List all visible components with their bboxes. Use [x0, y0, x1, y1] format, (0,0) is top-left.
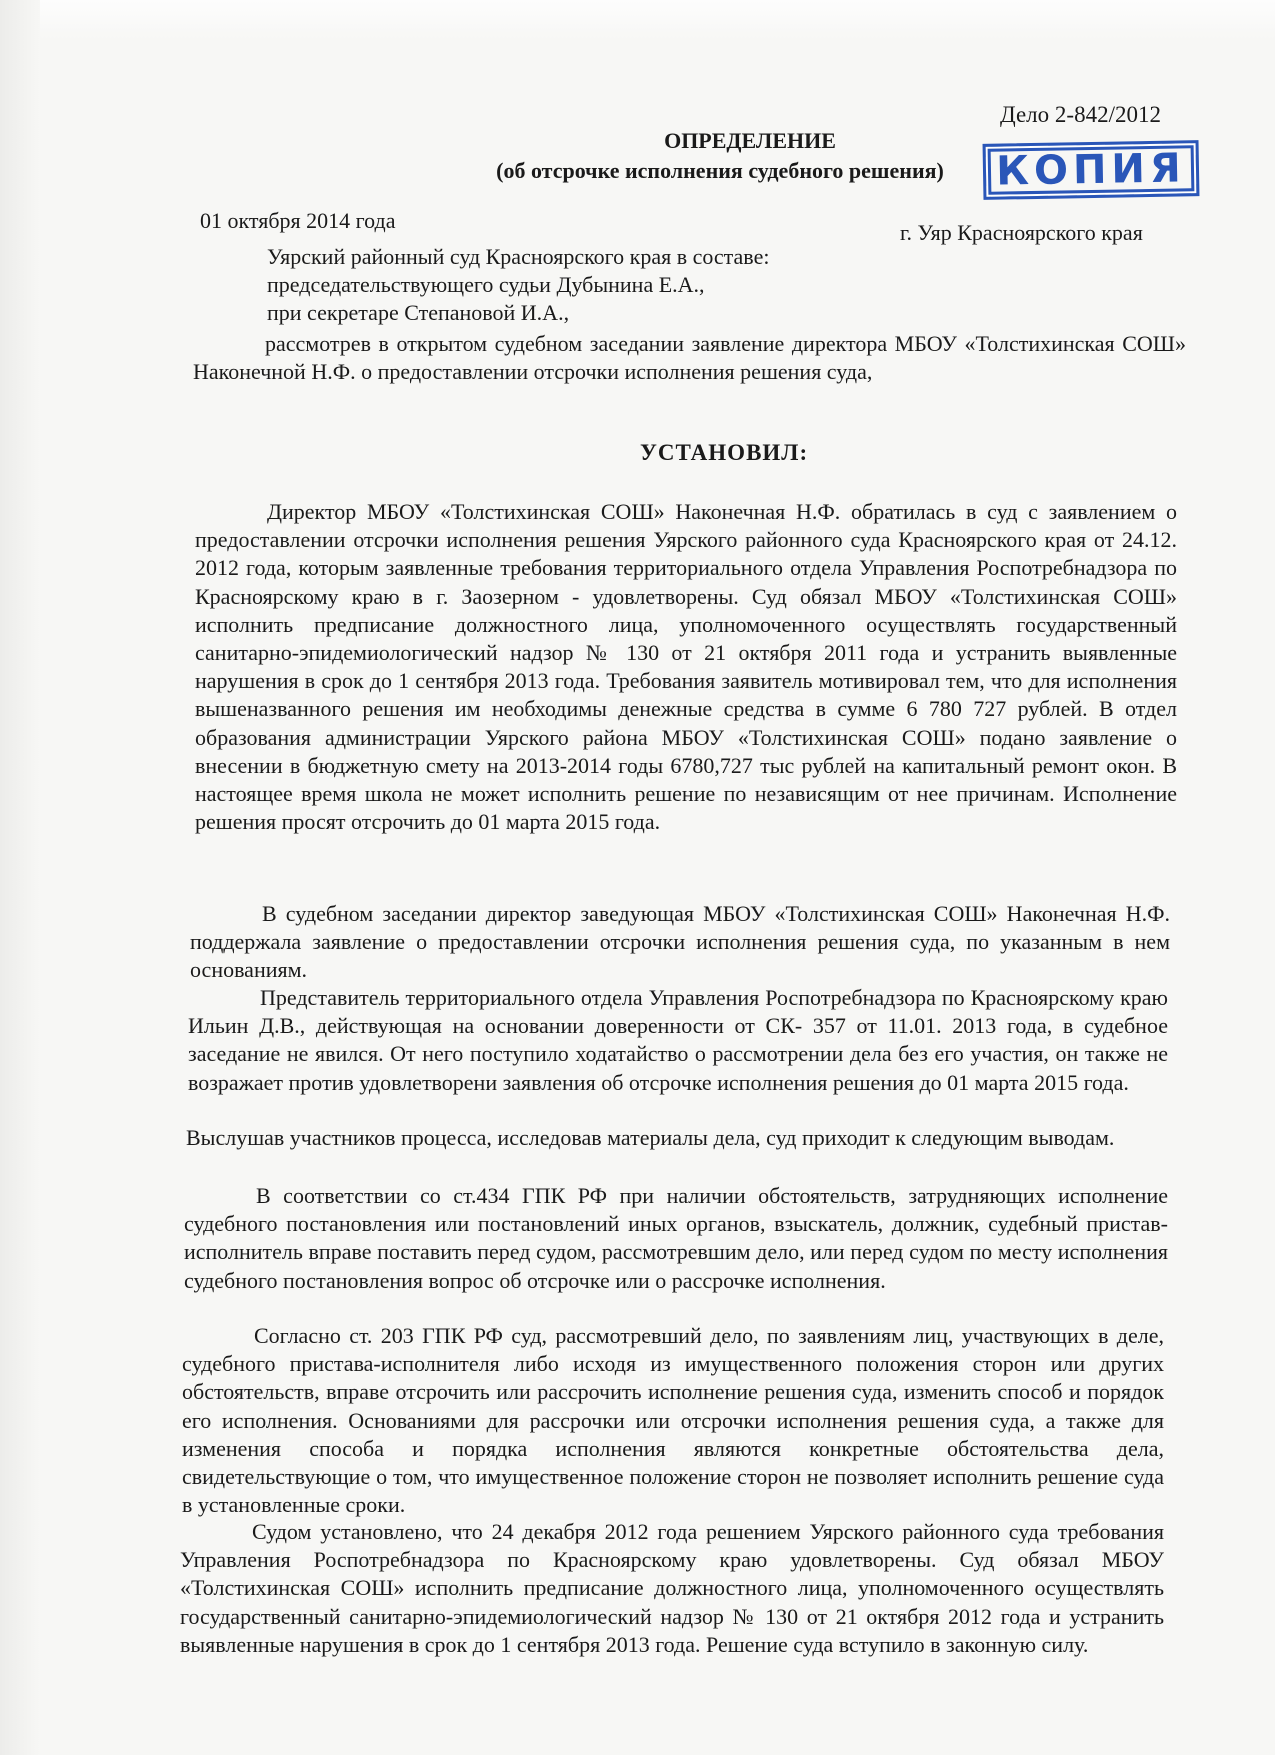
scan-edge-top	[0, 0, 1275, 40]
document-subtitle: (об отсрочке исполнения судебного решения)	[496, 158, 944, 183]
intro-secretary: при секретаре Степановой И.А.,	[267, 300, 570, 325]
paragraph-6: Согласно ст. 203 ГПК РФ суд, рассмотревший дело, по заявлениям лиц, участвующих в деле, судебного пристава-исполнителя либо исходя из имущественного положения сторон или других обстоятельств, вправе отсрочить или рассрочить исполнение решения суда, изменить способ и порядок его исполнения. Основаниями для рассрочки или отсрочки исполнения решения суда, а также для изменения способа и порядка исполнения являются конкретные обстоятельства дела, свидетельствующие о том, что имущественное положение сторон не позволяет исполнить решение суда в установленные сроки.	[182, 1323, 1164, 1518]
paragraph-3: Представитель территориального отдела Управления Роспотребнадзора по Красноярскому краю Ильин Д.В., действующая на основании доверенности от СК- 357 от 11.01. 2013 года, в судебное заседание не явился. От него поступило ходатайство о рассмотрении дела без его участия, он также не возражает против удовлетворени заявления об отсрочке исполнения решения до 01 марта 2015 года.	[188, 985, 1168, 1095]
paragraph-1: Директор МБОУ «Толстихинская СОШ» Наконечная Н.Ф. обратилась в суд с заявлением о предоставлении отсрочки исполнения решения Уярского районного суда Красноярского края от 24.12. 2012 года, которым заявленные требования территориального отдела Управления Роспотребнадзора по Красноярскому краю в г. Заозерном - удовлетворены. Суд обязал МБОУ «Толстихинская СОШ» исполнить предписание должностного лица, уполномоченного осуществлять государственный санитарно-эпидемиологический надзор № 130 от 21 октября 2011 года и устранить выявленные нарушения в срок до 1 сентября 2013 года. Требования заявитель мотивировал тем, что для исполнения вышеназванного решения им необходимы денежные средства в сумме 6 780 727 рублей. В отдел образования администрации Уярского района МБОУ «Толстихинская СОШ» подано заявление о внесении в бюджетную смету на 2013-2014 годы 6780,727 тыс рублей на капитальный ремонт окон. В настоящее время школа не может исполнить решение по независящим от нее причинам. Исполнение решения просят отсрочить до 01 марта 2015 года.	[195, 499, 1177, 835]
document-city: г. Уяр Красноярского края	[900, 220, 1143, 245]
document-title: ОПРЕДЕЛЕНИЕ	[664, 128, 836, 153]
intro-judge: председательствующего судьи Дубынина Е.А.,	[267, 272, 705, 297]
paragraph-4: Выслушав участников процесса, исследовав материалы дела, суд приходит к следующим выводам.	[186, 1125, 1115, 1150]
paragraph-7: Судом установлено, что 24 декабря 2012 года решением Уярского районного суда требования Управления Роспотребнадзора по Красноярскому краю удовлетворены. Суд обязал МБОУ «Толстихинская СОШ» исполнить предписание должностного лица, уполномоченного осуществлять государственный санитарно-эпидемиологический надзор № 130 от 21 октября 2012 года и устранить выявленные нарушения в срок до 1 сентября 2013 года. Решение суда вступило в законную силу.	[180, 1519, 1164, 1657]
paragraph-2: В судебном заседании директор заведующая МБОУ «Толстихинская СОШ» Наконечная Н.Ф. поддержала заявление о предоставлении отсрочки исполнения решения суда, по указанным в нем основаниям.	[190, 901, 1170, 983]
case-number: Дело 2-842/2012	[1000, 102, 1161, 127]
copy-stamp: КОПИЯ	[983, 140, 1200, 200]
section-heading: УСТАНОВИЛ:	[640, 440, 809, 465]
document-date: 01 октября 2014 года	[200, 208, 396, 233]
intro-considered: рассмотрев в открытом судебном заседании заявление директора МБОУ «Толстихинская СОШ» Наконечной Н.Ф. о предоставлении отсрочки исполнения решения суда,	[193, 331, 1186, 385]
scan-edge-left	[0, 0, 40, 1755]
paragraph-5: В соответствии со ст.434 ГПК РФ при наличии обстоятельств, затрудняющих исполнение судебного постановления или постановлений иных органов, взыскатель, должник, судебный пристав-исполнитель вправе поставить перед судом, рассмотревшим дело, или перед судом по месту исполнения судебного постановления вопрос об отсрочке или о рассрочке исполнения.	[184, 1183, 1168, 1293]
intro-court: Уярский районный суд Красноярского края в составе:	[267, 244, 770, 269]
